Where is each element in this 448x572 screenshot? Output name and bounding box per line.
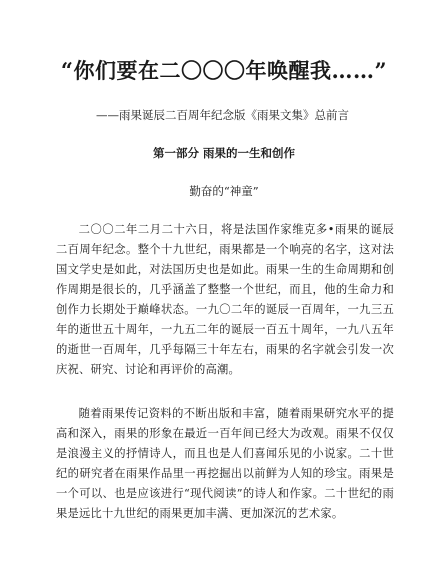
document-title: “你们要在二〇〇〇年唤醒我……” bbox=[60, 58, 388, 83]
body-paragraph: 二〇〇二年二月二十六日，将是法国作家维克多•雨果的诞辰二百周年纪念。整个十九世纪，雨果都是一个响亮的名字，这对法国文学史是如此，对法国历史也是如此。雨果一生的生命周期和创作周期是很长的，几乎涵盖了整整一个世纪，而且，他的生命力和创作力长期处于巅峰状态。一九〇二年的诞辰一百周年，一九三五年的逝世五十周年，一九五二年的诞辰一百五十周年，一九八五年的逝世一百周年，几乎每隔三十年左右，雨果的名字就会引发一次庆祝、研究、讨论和再评价的高潮。 bbox=[56, 223, 394, 376]
chapter-heading: 勤奋的“神童” bbox=[189, 184, 259, 198]
document-subtitle: ——雨果诞辰二百周年纪念版《雨果文集》总前言 bbox=[96, 108, 349, 122]
section-heading: 第一部分 雨果的一生和创作 bbox=[152, 146, 295, 160]
body-paragraph: 随着雨果传记资料的不断出版和丰富，随着雨果研究水平的提高和深入，雨果的形象在最近一百年间已经大为改观。雨果不仅仅是浪漫主义的抒情诗人，而且也是人们喜闻乐见的小说家。二十世纪的研究者在雨果作品里一再挖掘出以前鲜为人知的珍宝。雨果是一个可以、也是应该进行“现代阅读”的诗人和作家。二十世纪的雨果是远比十九世纪的雨果更加丰满、更加深沉的艺术家。 bbox=[56, 407, 394, 520]
